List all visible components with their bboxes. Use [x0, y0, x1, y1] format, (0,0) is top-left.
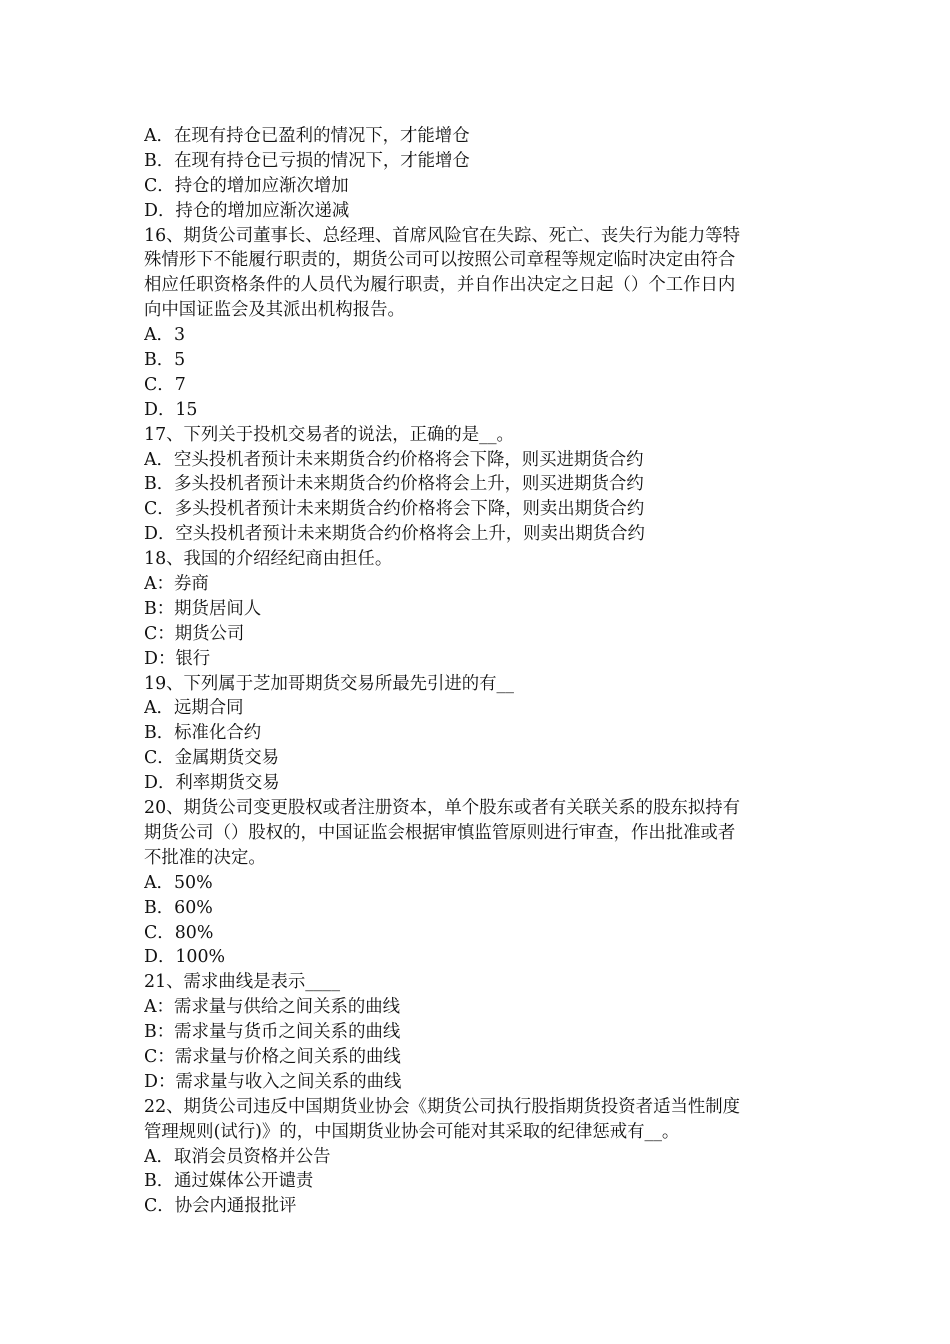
text-line: 相应任职资格条件的人员代为履行职责，并自作出决定之日起（）个工作日内 — [144, 275, 736, 296]
text-line: 17、下列关于投机交易者的说法，正确的是__。 — [144, 424, 514, 445]
text-line: 20、期货公司变更股权或者注册资本，单个股东或者有关联关系的股东拟持有 — [144, 798, 741, 819]
text-line: C．金属期货交易 — [144, 748, 280, 769]
text-line: C：需求量与价格之间关系的曲线 — [144, 1046, 401, 1067]
text-line: A．50% — [144, 872, 213, 893]
text-line: D．空头投机者预计未来期货合约价格将会上升，则卖出期货合约 — [144, 524, 645, 545]
text-line: B：期货居间人 — [144, 598, 262, 619]
text-line: B．60% — [144, 897, 213, 918]
text-line: D．持仓的增加应渐次递减 — [144, 200, 350, 221]
text-line: A．远期合同 — [144, 698, 244, 719]
text-line: 管理规则(试行)》的，中国期货业协会可能对其采取的纪律惩戒有__。 — [144, 1121, 680, 1142]
text-line: A：券商 — [144, 574, 209, 595]
text-line: 不批准的决定。 — [144, 847, 266, 868]
text-line: 21、需求曲线是表示____ — [144, 972, 341, 993]
text-line: A．取消会员资格并公告 — [144, 1146, 331, 1167]
text-line: 期货公司（）股权的，中国证监会根据审慎监管原则进行审查，作出批准或者 — [144, 822, 736, 843]
text-line: D．100% — [144, 947, 226, 968]
text-line: C．持仓的增加应渐次增加 — [144, 175, 349, 196]
text-line: C：期货公司 — [144, 623, 245, 644]
text-line: D．15 — [144, 399, 198, 420]
text-line: D．利率期货交易 — [144, 773, 280, 794]
text-line: C．多头投机者预计未来期货合约价格将会下降，则卖出期货合约 — [144, 499, 645, 520]
text-line: D：银行 — [144, 648, 211, 669]
text-line: A．3 — [144, 325, 186, 346]
text-line: D：需求量与收入之间关系的曲线 — [144, 1071, 402, 1092]
text-line: B．多头投机者预计未来期货合约价格将会上升，则买进期货合约 — [144, 474, 644, 495]
text-line: 18、我国的介绍经纪商由担任。 — [144, 549, 393, 570]
document-body — [144, 124, 810, 1219]
text-line: B．标准化合约 — [144, 723, 262, 744]
text-line: 19、下列属于芝加哥期货交易所最先引进的有__ — [144, 673, 514, 694]
text-line: 22、期货公司违反中国期货业协会《期货公司执行股指期货投资者适当性制度 — [144, 1096, 741, 1117]
text-line: C．协会内通报批评 — [144, 1196, 297, 1217]
text-line: 向中国证监会及其派出机构报告。 — [144, 300, 405, 321]
text-line: 16、期货公司董事长、总经理、首席风险官在失踪、死亡、丧失行为能力等特 — [144, 225, 741, 246]
text-line: B．5 — [144, 350, 186, 371]
text-line: C．80% — [144, 922, 214, 943]
text-line: B．在现有持仓已亏损的情况下，才能增仓 — [144, 150, 470, 171]
text-line: 殊情形下不能履行职责的，期货公司可以按照公司章程等规定临时决定由符合 — [144, 250, 736, 271]
text-line: A：需求量与供给之间关系的曲线 — [144, 997, 401, 1018]
text-line: B：需求量与货币之间关系的曲线 — [144, 1022, 401, 1043]
text-line: A．在现有持仓已盈利的情况下，才能增仓 — [144, 126, 470, 146]
text-line: A．空头投机者预计未来期货合约价格将会下降，则买进期货合约 — [144, 449, 644, 470]
text-line: C．7 — [144, 374, 186, 395]
text-line: B．通过媒体公开谴责 — [144, 1171, 314, 1192]
